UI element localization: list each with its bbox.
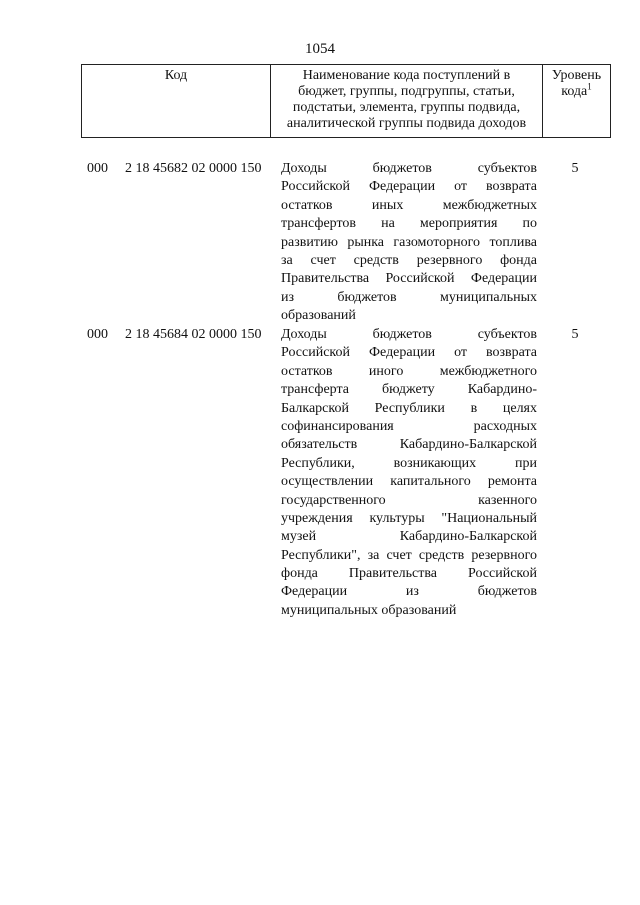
row-name-line: трансфертов на мероприятия по [281, 216, 537, 232]
row-prefix: 000 [87, 161, 108, 176]
header-name [271, 65, 543, 137]
row-name-line: Балкарской Республики в целях [281, 400, 537, 416]
row-level: 5 [571, 327, 579, 342]
row-name-line: Доходы бюджетов субъектов [281, 161, 537, 176]
header-name-line: аналитической группы подвида доходов [286, 116, 527, 131]
row-name-line: остатков иных межбюджетных [281, 197, 537, 213]
row-name-line: муниципальных образований [281, 602, 457, 618]
header-level-line1: Уровень [551, 68, 602, 83]
header-code: Код [82, 65, 271, 137]
row-prefix: 000 [87, 327, 108, 342]
header-level-line2 [543, 81, 610, 100]
row-level: 5 [571, 161, 579, 176]
row-name-line: образований [281, 308, 356, 324]
row-name-line: Федерации из бюджетов [281, 584, 537, 600]
row-name-line: Правительства Российской Федерации [281, 271, 537, 287]
row-name-line: Республики", за счет средств резервного [281, 547, 537, 563]
row-name-line: Российской Федерации от возврата [281, 179, 537, 195]
row-name-line: государственного казенного [281, 492, 537, 508]
header-name-line: Наименование кода поступлений в [302, 68, 511, 83]
row-name-line: фонда Правительства Российской [281, 566, 537, 582]
row-name-line: музей Кабардино-Балкарской [281, 529, 537, 545]
revenue-code-table [81, 64, 611, 618]
row-name-line: софинансирования расходных [281, 418, 537, 434]
row-name-line: развитию рынка газомоторного топлива [281, 234, 537, 250]
row-code: 2 18 45682 02 0000 150 [125, 161, 262, 176]
header-name-line: подстатьи, элемента, группы подвида, [292, 100, 521, 115]
row-name-line: за счет средств резервного фонда [281, 252, 537, 268]
row-name-line: обязательств Кабардино-Балкарской [281, 437, 537, 453]
row-name [281, 160, 537, 326]
row-name-line: учреждения культуры "Национальный [281, 510, 537, 526]
table-header-row [81, 64, 611, 138]
header-name-line: бюджет, группы, подгруппы, статьи, [298, 84, 515, 99]
row-name-line: Доходы бюджетов субъектов [281, 327, 537, 342]
row-name-line: Республики, возникающих при [281, 455, 537, 471]
row-name [281, 326, 537, 620]
row-code: 2 18 45684 02 0000 150 [125, 327, 262, 342]
row-name-line: трансферта бюджету Кабардино- [281, 382, 537, 398]
footnote-marker: 1 [587, 81, 592, 92]
row-name-line: из бюджетов муниципальных [281, 289, 537, 305]
row-name-line: остатков иного межбюджетного [281, 363, 537, 379]
header-level [543, 65, 610, 137]
row-name-line: Российской Федерации от возврата [281, 345, 537, 361]
header-level-kod: кода [561, 84, 588, 99]
row-name-line: осуществлении капитального ремонта [281, 474, 537, 490]
page-number: 1054 [305, 41, 335, 57]
